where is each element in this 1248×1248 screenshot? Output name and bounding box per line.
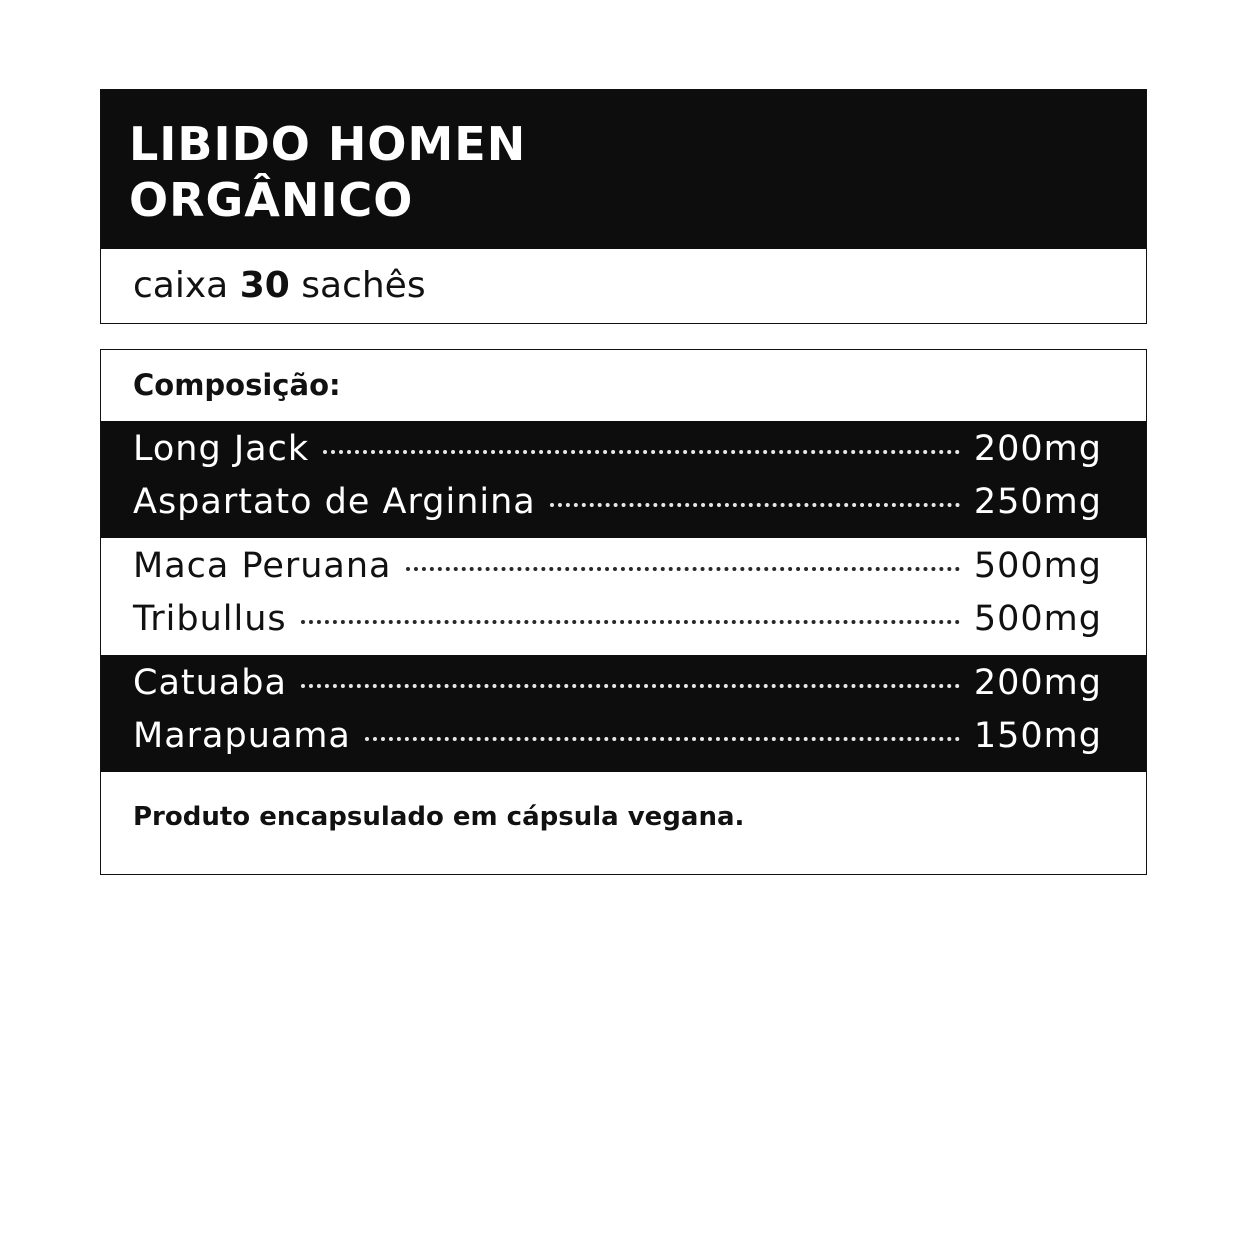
title-line-2: ORGÂNICO (129, 173, 414, 227)
ingredient-name: Tribullus (133, 599, 287, 639)
ingredient-name: Long Jack (133, 429, 310, 469)
ingredient-amount: 500mg (973, 599, 1102, 639)
ingredient-amount: 150mg (973, 716, 1102, 756)
ingredient-amount: 250mg (973, 482, 1102, 522)
ingredient-row (133, 429, 1102, 482)
ingredient-amount: 200mg (973, 429, 1102, 469)
ingredient-row (133, 716, 1102, 769)
ingredient-row (133, 599, 1102, 652)
footer-note: Produto encapsulado em cápsula vegana. (133, 802, 745, 832)
dot-leader (365, 737, 960, 741)
ingredient-name: Marapuama (133, 716, 351, 756)
dot-leader (550, 503, 960, 507)
package-unit: sachês (301, 265, 426, 306)
product-title-box (100, 89, 1147, 324)
ingredient-name: Catuaba (133, 663, 287, 703)
ingredient-amount: 500mg (973, 546, 1102, 586)
ingredient-row (133, 663, 1102, 716)
ingredient-amount: 200mg (973, 663, 1102, 703)
dot-leader (406, 567, 960, 571)
ingredient-group-1 (101, 421, 1146, 538)
title-header (101, 90, 1146, 249)
title-line-1: LIBIDO HOMEN (129, 117, 527, 171)
ingredient-name: Maca Peruana (133, 546, 392, 586)
package-prefix: caixa (133, 265, 229, 306)
dot-leader (301, 684, 960, 688)
composition-heading: Composição: (133, 368, 341, 402)
ingredient-row (133, 546, 1102, 599)
dot-leader (301, 620, 960, 624)
composition-box (100, 349, 1147, 875)
ingredient-row (133, 482, 1102, 535)
ingredient-name: Aspartato de Arginina (133, 482, 536, 522)
ingredient-group-3 (101, 655, 1146, 772)
package-info (101, 249, 1146, 323)
ingredient-group-2 (101, 538, 1146, 655)
package-count: 30 (239, 265, 290, 306)
dot-leader (323, 450, 960, 454)
